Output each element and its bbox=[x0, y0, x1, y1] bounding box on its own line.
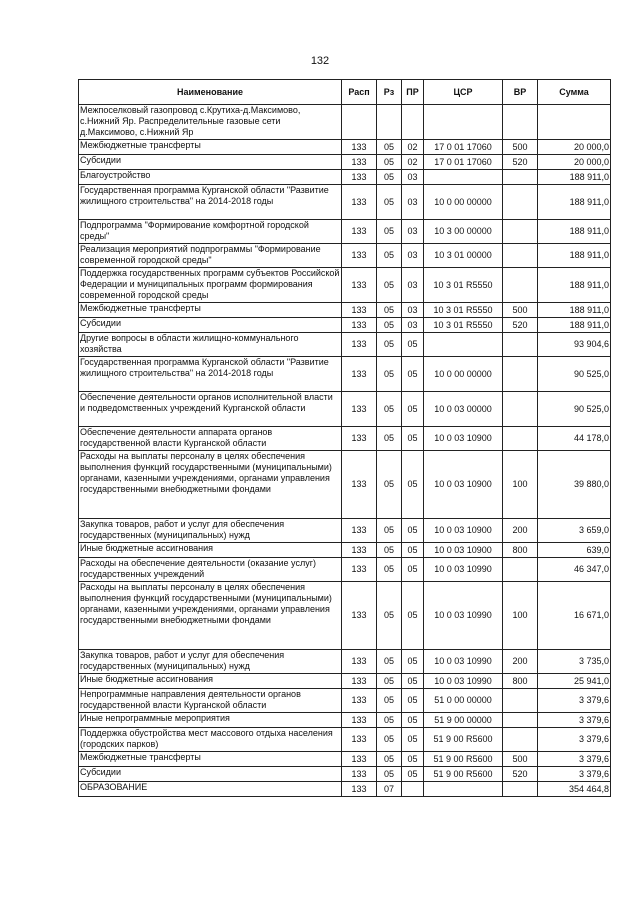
cell-name: Закупка товаров, работ и услуг для обеспечения государственных (муниципальных) нужд bbox=[79, 650, 342, 674]
cell-rasp: 133 bbox=[342, 392, 377, 427]
cell-vr bbox=[503, 713, 538, 728]
cell-rz: 05 bbox=[377, 752, 402, 767]
cell-csr bbox=[424, 170, 503, 185]
cell-name: Иные непрограммные мероприятия bbox=[79, 713, 342, 728]
cell-csr: 10 0 03 10900 bbox=[424, 451, 503, 519]
cell-rz: 05 bbox=[377, 333, 402, 357]
table-row bbox=[79, 650, 611, 674]
cell-vr: 800 bbox=[503, 543, 538, 558]
cell-pr: 05 bbox=[402, 357, 424, 392]
cell-csr: 10 0 03 10900 bbox=[424, 427, 503, 451]
cell-sum: 90 525,0 bbox=[538, 357, 611, 392]
cell-name: Субсидии bbox=[79, 155, 342, 170]
cell-name: Закупка товаров, работ и услуг для обеспечения государственных (муниципальных) нужд bbox=[79, 519, 342, 543]
cell-vr: 200 bbox=[503, 650, 538, 674]
cell-csr: 10 3 01 00000 bbox=[424, 244, 503, 268]
cell-name: Благоустройство bbox=[79, 170, 342, 185]
cell-rasp bbox=[342, 105, 377, 140]
cell-vr: 520 bbox=[503, 155, 538, 170]
cell-rasp: 133 bbox=[342, 268, 377, 303]
cell-csr: 10 0 03 10990 bbox=[424, 650, 503, 674]
cell-vr: 500 bbox=[503, 303, 538, 318]
cell-rasp: 133 bbox=[342, 357, 377, 392]
cell-sum: 20 000,0 bbox=[538, 155, 611, 170]
cell-csr: 10 0 00 00000 bbox=[424, 357, 503, 392]
cell-pr: 05 bbox=[402, 333, 424, 357]
cell-name: Другие вопросы в области жилищно-коммунального хозяйства bbox=[79, 333, 342, 357]
cell-csr: 51 9 00 R5600 bbox=[424, 728, 503, 752]
cell-pr bbox=[402, 105, 424, 140]
cell-sum: 3 379,6 bbox=[538, 767, 611, 782]
cell-rasp: 133 bbox=[342, 519, 377, 543]
cell-sum: 46 347,0 bbox=[538, 558, 611, 582]
table-row bbox=[79, 519, 611, 543]
cell-vr: 800 bbox=[503, 674, 538, 689]
cell-rasp: 133 bbox=[342, 713, 377, 728]
cell-sum: 20 000,0 bbox=[538, 140, 611, 155]
cell-sum: 44 178,0 bbox=[538, 427, 611, 451]
cell-csr bbox=[424, 333, 503, 357]
cell-vr bbox=[503, 558, 538, 582]
cell-rasp: 133 bbox=[342, 303, 377, 318]
cell-pr: 05 bbox=[402, 752, 424, 767]
cell-name: Обеспечение деятельности аппарата органов государственной власти Курганской области bbox=[79, 427, 342, 451]
cell-sum: 3 379,6 bbox=[538, 752, 611, 767]
cell-csr: 17 0 01 17060 bbox=[424, 155, 503, 170]
cell-vr bbox=[503, 728, 538, 752]
table-row bbox=[79, 427, 611, 451]
cell-csr: 10 0 03 10900 bbox=[424, 543, 503, 558]
table-row bbox=[79, 220, 611, 244]
cell-sum: 188 911,0 bbox=[538, 170, 611, 185]
table-row bbox=[79, 244, 611, 268]
cell-rz: 05 bbox=[377, 318, 402, 333]
cell-name: Непрограммные направления деятельности органов государственной власти Курганской области bbox=[79, 689, 342, 713]
cell-rasp: 133 bbox=[342, 582, 377, 650]
cell-rz: 05 bbox=[377, 303, 402, 318]
cell-vr: 100 bbox=[503, 582, 538, 650]
cell-name: Иные бюджетные ассигнования bbox=[79, 543, 342, 558]
cell-vr: 100 bbox=[503, 451, 538, 519]
cell-rasp: 133 bbox=[342, 752, 377, 767]
header-vr: ВР bbox=[503, 80, 538, 105]
cell-rasp: 133 bbox=[342, 244, 377, 268]
cell-rasp: 133 bbox=[342, 333, 377, 357]
cell-pr: 05 bbox=[402, 558, 424, 582]
cell-csr: 10 3 01 R5550 bbox=[424, 268, 503, 303]
table-body bbox=[79, 105, 611, 797]
table-row bbox=[79, 713, 611, 728]
cell-name: Государственная программа Курганской области "Развитие жилищного строительства" на 2014-2018 годы bbox=[79, 185, 342, 220]
cell-rz: 05 bbox=[377, 170, 402, 185]
table-row bbox=[79, 752, 611, 767]
table-row bbox=[79, 357, 611, 392]
cell-vr bbox=[503, 689, 538, 713]
table-row bbox=[79, 140, 611, 155]
cell-vr bbox=[503, 427, 538, 451]
cell-pr: 05 bbox=[402, 427, 424, 451]
cell-sum: 3 735,0 bbox=[538, 650, 611, 674]
cell-rz: 05 bbox=[377, 713, 402, 728]
cell-rz: 05 bbox=[377, 451, 402, 519]
cell-csr: 10 0 03 10990 bbox=[424, 582, 503, 650]
cell-rz: 05 bbox=[377, 427, 402, 451]
cell-rz: 05 bbox=[377, 268, 402, 303]
cell-rz: 07 bbox=[377, 782, 402, 797]
cell-rz bbox=[377, 105, 402, 140]
cell-vr bbox=[503, 333, 538, 357]
table-row bbox=[79, 105, 611, 140]
table-row bbox=[79, 268, 611, 303]
cell-rz: 05 bbox=[377, 155, 402, 170]
cell-name: Поддержка обустройства мест массового отдыха населения (городских парков) bbox=[79, 728, 342, 752]
cell-pr bbox=[402, 782, 424, 797]
cell-rz: 05 bbox=[377, 767, 402, 782]
cell-csr: 51 9 00 00000 bbox=[424, 713, 503, 728]
table-row bbox=[79, 392, 611, 427]
cell-name: Обеспечение деятельности органов исполнительной власти и подведомственных учреждений Курганской области bbox=[79, 392, 342, 427]
table-row bbox=[79, 543, 611, 558]
cell-sum: 16 671,0 bbox=[538, 582, 611, 650]
cell-sum: 90 525,0 bbox=[538, 392, 611, 427]
cell-pr: 03 bbox=[402, 185, 424, 220]
cell-name: Расходы на выплаты персоналу в целях обеспечения выполнения функций государственными (муниципальными) органами, казенными учреждениями, органами управления государственными внебюджетными фондами bbox=[79, 582, 342, 650]
cell-vr: 520 bbox=[503, 318, 538, 333]
cell-csr: 10 0 03 10900 bbox=[424, 519, 503, 543]
header-sum: Сумма bbox=[538, 80, 611, 105]
cell-pr: 05 bbox=[402, 582, 424, 650]
cell-sum: 188 911,0 bbox=[538, 268, 611, 303]
cell-name: Расходы на обеспечение деятельности (оказание услуг) государственных учреждений bbox=[79, 558, 342, 582]
cell-rz: 05 bbox=[377, 519, 402, 543]
cell-vr bbox=[503, 392, 538, 427]
cell-rasp: 133 bbox=[342, 558, 377, 582]
cell-pr: 05 bbox=[402, 674, 424, 689]
cell-rz: 05 bbox=[377, 244, 402, 268]
cell-rasp: 133 bbox=[342, 689, 377, 713]
cell-vr bbox=[503, 170, 538, 185]
cell-name: Реализация мероприятий подпрограммы "Формирование современной городской среды" bbox=[79, 244, 342, 268]
cell-vr bbox=[503, 220, 538, 244]
cell-name: Межбюджетные трансферты bbox=[79, 303, 342, 318]
cell-rz: 05 bbox=[377, 543, 402, 558]
cell-vr bbox=[503, 105, 538, 140]
cell-csr: 10 3 01 R5550 bbox=[424, 303, 503, 318]
cell-rasp: 133 bbox=[342, 318, 377, 333]
cell-csr: 10 0 03 10990 bbox=[424, 674, 503, 689]
table-row bbox=[79, 674, 611, 689]
cell-rz: 05 bbox=[377, 650, 402, 674]
header-pr: ПР bbox=[402, 80, 424, 105]
cell-rz: 05 bbox=[377, 674, 402, 689]
cell-pr: 03 bbox=[402, 170, 424, 185]
cell-csr: 10 3 00 00000 bbox=[424, 220, 503, 244]
table-row bbox=[79, 318, 611, 333]
cell-csr: 10 3 01 R5550 bbox=[424, 318, 503, 333]
cell-rz: 05 bbox=[377, 140, 402, 155]
table-row bbox=[79, 767, 611, 782]
cell-name: Субсидии bbox=[79, 767, 342, 782]
cell-pr: 03 bbox=[402, 220, 424, 244]
cell-rasp: 133 bbox=[342, 728, 377, 752]
table-row bbox=[79, 689, 611, 713]
cell-rz: 05 bbox=[377, 392, 402, 427]
cell-sum: 3 379,6 bbox=[538, 713, 611, 728]
cell-rasp: 133 bbox=[342, 767, 377, 782]
cell-sum: 188 911,0 bbox=[538, 185, 611, 220]
cell-sum: 93 904,6 bbox=[538, 333, 611, 357]
cell-vr bbox=[503, 357, 538, 392]
budget-table bbox=[78, 79, 611, 797]
cell-name: Межбюджетные трансферты bbox=[79, 752, 342, 767]
cell-vr: 200 bbox=[503, 519, 538, 543]
cell-csr: 51 0 00 00000 bbox=[424, 689, 503, 713]
cell-sum: 25 941,0 bbox=[538, 674, 611, 689]
cell-csr: 10 0 00 00000 bbox=[424, 185, 503, 220]
cell-rz: 05 bbox=[377, 220, 402, 244]
cell-sum: 188 911,0 bbox=[538, 244, 611, 268]
cell-csr: 51 9 00 R5600 bbox=[424, 767, 503, 782]
cell-csr: 10 0 03 00000 bbox=[424, 392, 503, 427]
cell-rasp: 133 bbox=[342, 220, 377, 244]
cell-vr bbox=[503, 185, 538, 220]
table-header-row bbox=[79, 80, 611, 105]
table-row bbox=[79, 582, 611, 650]
cell-sum: 3 659,0 bbox=[538, 519, 611, 543]
header-rasp: Расп bbox=[342, 80, 377, 105]
cell-sum: 354 464,8 bbox=[538, 782, 611, 797]
cell-pr: 05 bbox=[402, 728, 424, 752]
cell-rasp: 133 bbox=[342, 155, 377, 170]
cell-rasp: 133 bbox=[342, 650, 377, 674]
cell-rasp: 133 bbox=[342, 140, 377, 155]
cell-pr: 05 bbox=[402, 713, 424, 728]
header-csr: ЦСР bbox=[424, 80, 503, 105]
cell-sum: 188 911,0 bbox=[538, 318, 611, 333]
cell-rz: 05 bbox=[377, 558, 402, 582]
cell-vr: 500 bbox=[503, 140, 538, 155]
cell-csr bbox=[424, 782, 503, 797]
cell-rz: 05 bbox=[377, 728, 402, 752]
cell-pr: 05 bbox=[402, 689, 424, 713]
cell-pr: 05 bbox=[402, 392, 424, 427]
cell-csr bbox=[424, 105, 503, 140]
table-row bbox=[79, 782, 611, 797]
cell-pr: 05 bbox=[402, 519, 424, 543]
cell-pr: 03 bbox=[402, 268, 424, 303]
cell-name: ОБРАЗОВАНИЕ bbox=[79, 782, 342, 797]
table-row bbox=[79, 155, 611, 170]
table-row bbox=[79, 558, 611, 582]
cell-csr: 10 0 03 10990 bbox=[424, 558, 503, 582]
cell-rz: 05 bbox=[377, 582, 402, 650]
cell-pr: 02 bbox=[402, 140, 424, 155]
cell-vr: 500 bbox=[503, 752, 538, 767]
cell-sum: 188 911,0 bbox=[538, 220, 611, 244]
cell-pr: 03 bbox=[402, 303, 424, 318]
cell-name: Подпрограмма "Формирование комфортной городской среды" bbox=[79, 220, 342, 244]
table-row bbox=[79, 185, 611, 220]
cell-rasp: 133 bbox=[342, 782, 377, 797]
header-name: Наименование bbox=[79, 80, 342, 105]
cell-vr bbox=[503, 782, 538, 797]
cell-pr: 03 bbox=[402, 244, 424, 268]
cell-pr: 05 bbox=[402, 650, 424, 674]
cell-pr: 02 bbox=[402, 155, 424, 170]
cell-vr: 520 bbox=[503, 767, 538, 782]
cell-sum bbox=[538, 105, 611, 140]
cell-name: Межбюджетные трансферты bbox=[79, 140, 342, 155]
cell-sum: 639,0 bbox=[538, 543, 611, 558]
table-row bbox=[79, 728, 611, 752]
table-row bbox=[79, 451, 611, 519]
table-row bbox=[79, 333, 611, 357]
cell-rasp: 133 bbox=[342, 170, 377, 185]
cell-pr: 03 bbox=[402, 318, 424, 333]
cell-sum: 39 880,0 bbox=[538, 451, 611, 519]
cell-csr: 51 9 00 R5600 bbox=[424, 752, 503, 767]
cell-rasp: 133 bbox=[342, 427, 377, 451]
cell-rz: 05 bbox=[377, 357, 402, 392]
table-row bbox=[79, 170, 611, 185]
cell-rasp: 133 bbox=[342, 543, 377, 558]
cell-name: Государственная программа Курганской области "Развитие жилищного строительства" на 2014-2018 годы bbox=[79, 357, 342, 392]
cell-vr bbox=[503, 268, 538, 303]
cell-name: Иные бюджетные ассигнования bbox=[79, 674, 342, 689]
cell-pr: 05 bbox=[402, 543, 424, 558]
cell-rz: 05 bbox=[377, 689, 402, 713]
cell-rasp: 133 bbox=[342, 185, 377, 220]
cell-sum: 188 911,0 bbox=[538, 303, 611, 318]
cell-rz: 05 bbox=[377, 185, 402, 220]
cell-sum: 3 379,6 bbox=[538, 689, 611, 713]
header-rz: Рз bbox=[377, 80, 402, 105]
cell-rasp: 133 bbox=[342, 674, 377, 689]
table-row bbox=[79, 303, 611, 318]
cell-name: Субсидии bbox=[79, 318, 342, 333]
cell-name: Поддержка государственных программ субъектов Российской Федерации и муниципальных программ формирования современной городской среды bbox=[79, 268, 342, 303]
cell-pr: 05 bbox=[402, 767, 424, 782]
page-number: 132 bbox=[310, 55, 330, 67]
cell-sum: 3 379,6 bbox=[538, 728, 611, 752]
cell-rasp: 133 bbox=[342, 451, 377, 519]
cell-pr: 05 bbox=[402, 451, 424, 519]
cell-name: Межпоселковый газопровод с.Крутиха-д.Максимово, с.Нижний Яр. Распределительные газовые сети д.Максимово, с.Нижний Яр bbox=[79, 105, 342, 140]
cell-name: Расходы на выплаты персоналу в целях обеспечения выполнения функций государственными (муниципальными) органами, казенными учреждениями, органами управления государственными внебюджетными фондами bbox=[79, 451, 342, 519]
cell-vr bbox=[503, 244, 538, 268]
cell-csr: 17 0 01 17060 bbox=[424, 140, 503, 155]
